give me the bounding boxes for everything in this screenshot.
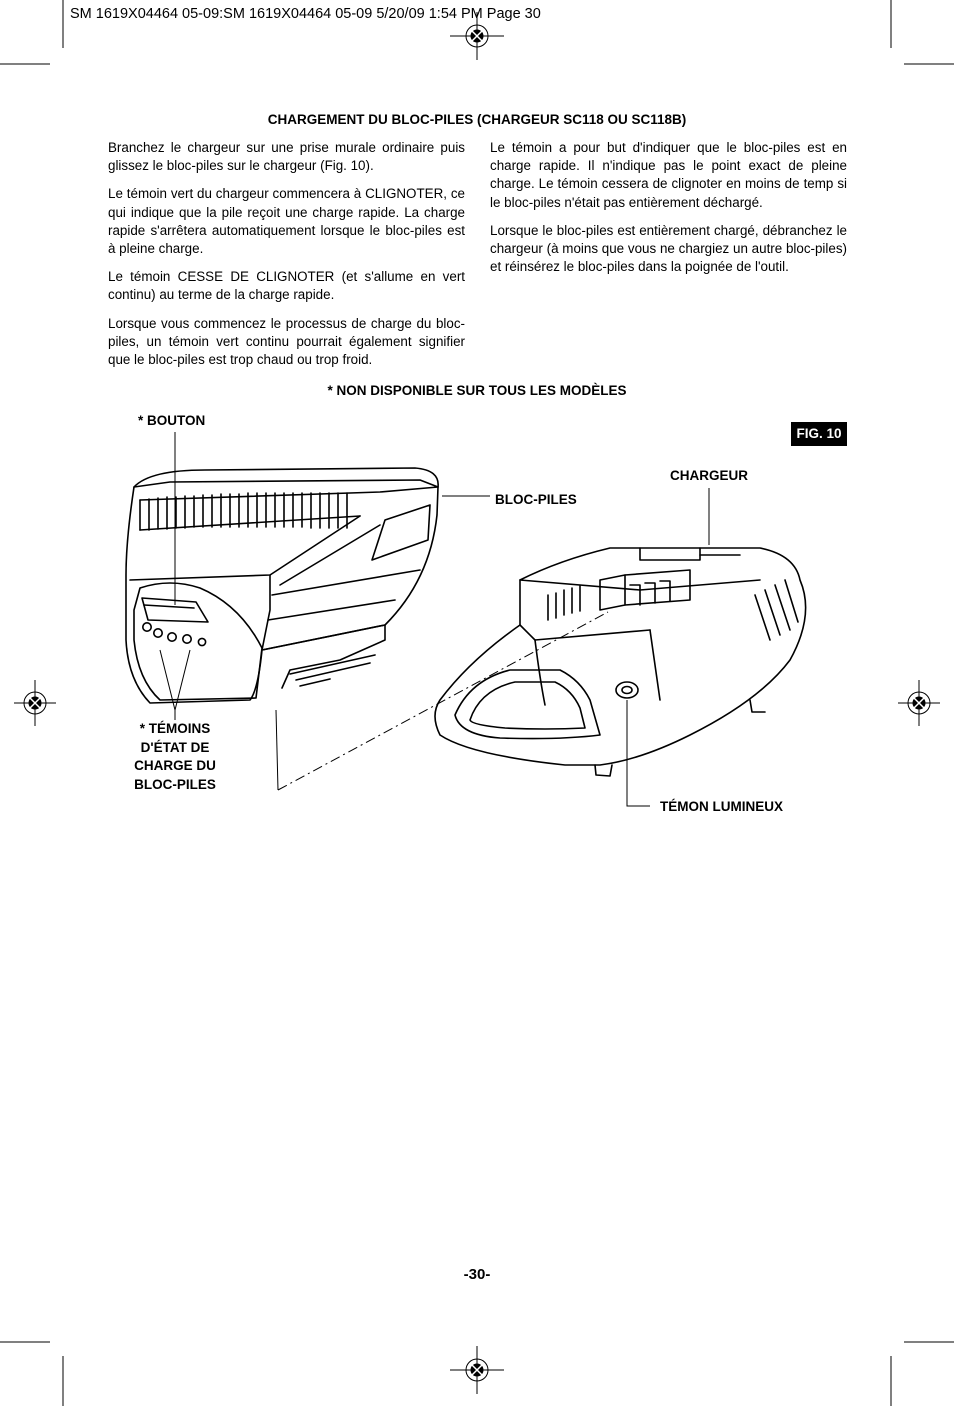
paragraph: Branchez le chargeur sur une prise murale ordinaire puis glissez le bloc-piles sur le chargeur (Fig. 10). <box>108 140 465 174</box>
charger-indicator-light <box>616 682 638 698</box>
paragraph: Lorsque le bloc-piles est entièrement chargé, débranchez le chargeur (à moins que vous ne chargiez un autre bloc-piles) et réinsérez le bloc-piles dans la poignée de l'outil. <box>490 222 847 275</box>
label-line: D'ÉTAT DE <box>140 739 210 755</box>
label-line: CHARGE DU <box>134 758 216 773</box>
paragraph: Le témoin CESSE DE CLIGNOTER (et s'allume en vert continu) au terme de la charge rapide. <box>108 269 465 303</box>
label-line: BLOC-PILES <box>134 776 216 792</box>
battery-pack-outline <box>126 468 438 703</box>
label-chargeur: CHARGEUR <box>670 468 749 483</box>
label-temon-lumineux: TÉMON LUMINEUX <box>660 799 783 814</box>
figure-badge: FIG. 10 <box>791 422 847 446</box>
paragraph: Lorsque vous commencez le processus de charge du bloc-piles, un témoin vert continu pourrait également signifier que le bloc-piles est trop chaud ou trop froid. <box>108 315 465 368</box>
leader-line-temoins <box>160 650 190 710</box>
paragraph: Le témoin vert du chargeur commencera à CLIGNOTER, ce qui indique que la pile reçoit une charge rapide. La charge rapide s'arrêtera automatiquement lorsque le bloc-piles est à pleine charge. <box>108 186 465 257</box>
section-title: CHARGEMENT DU BLOC-PILES (CHARGEUR SC118 OU SC118B) <box>267 112 687 127</box>
label-temoins <box>120 720 230 794</box>
print-slug: SM 1619X04464 05-09:SM 1619X04464 05-09 5/20/09 1:54 PM Page 30 <box>70 6 541 22</box>
paragraph: Le témoin a pour but d'indiquer que le bloc-piles est en charge rapide. Il n'indique pas le point exact de pleine charge. Le témoin cessera de clignoter en moins de temp si le bloc-piles n'était pas entièrement déchargé. <box>490 140 847 210</box>
label-line: * TÉMOINS <box>139 721 211 736</box>
availability-note: * NON DISPONIBLE SUR TOUS LES MODÈLES <box>327 383 627 398</box>
page-number: -30- <box>463 1266 491 1283</box>
label-bouton: * BOUTON <box>138 413 206 428</box>
label-bloc-piles: BLOC-PILES <box>495 492 577 507</box>
